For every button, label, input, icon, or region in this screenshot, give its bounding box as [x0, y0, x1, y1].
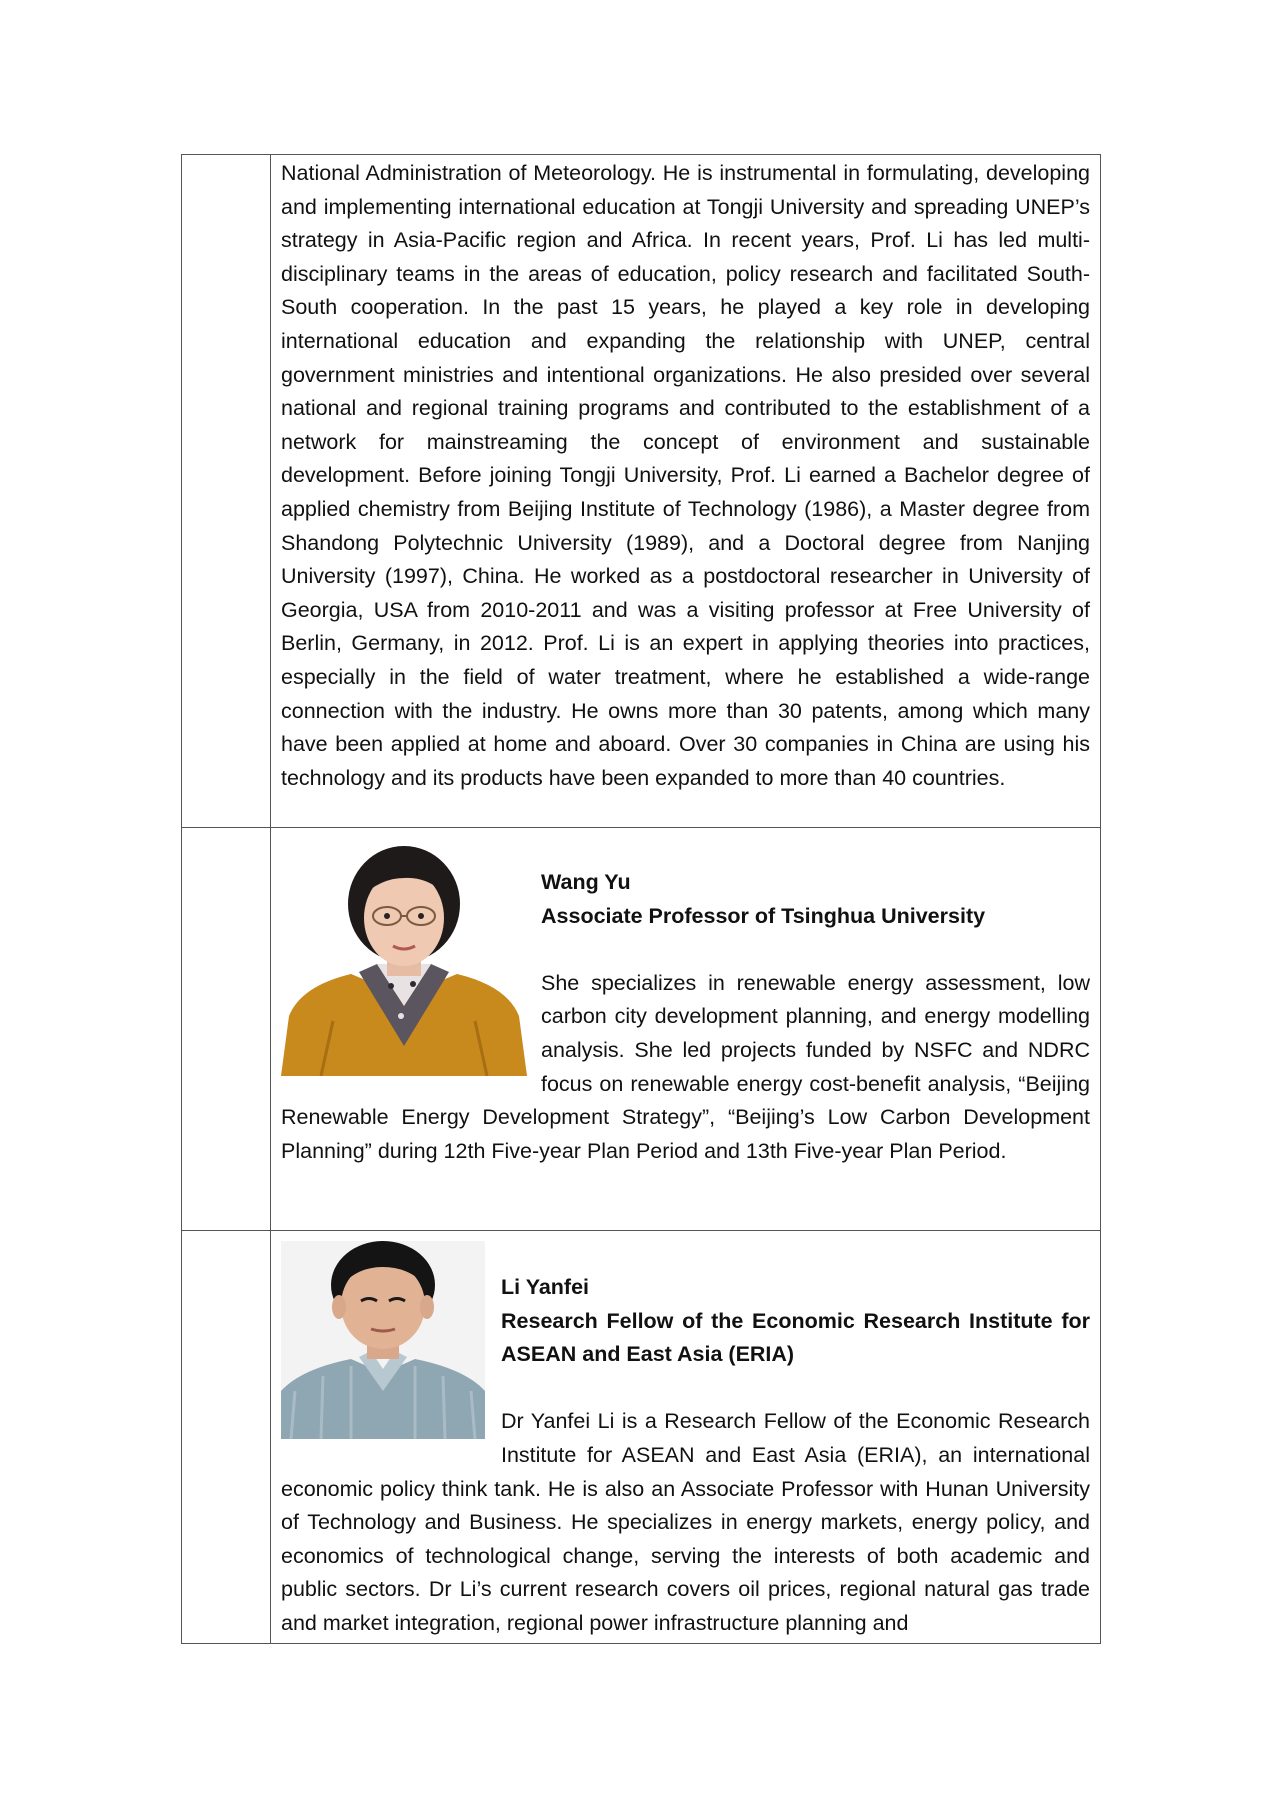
- left-column-cell: [182, 1231, 271, 1644]
- li-yanfei-name: Li Yanfei: [501, 1275, 590, 1299]
- li-yanfei-bio: Dr Yanfei Li is a Research Fellow of the Economic Research Institute for ASEAN and East Asia (ERIA), an international economic policy think tank. He is also an Associate Professor with Hunan University of Technology and Business. He specializes in energy markets, energy policy, and economics of technological change, serving the interests of both academic and public sectors. Dr Li’s current research covers oil prices, regional natural gas trade and market integration, regional power infrastructure planning and: [281, 1409, 1090, 1635]
- left-column-cell: [182, 828, 271, 1231]
- li-yanfei-portrait-photo: [281, 1241, 485, 1439]
- wang-yu-portrait-photo: [281, 846, 527, 1076]
- bio-cell-wang-yu: [271, 828, 1101, 1231]
- wang-yu-name: Wang Yu: [541, 870, 631, 894]
- bio-cell-li-yanfei: [271, 1231, 1101, 1644]
- table-row: [182, 828, 1101, 1231]
- table-row: [182, 1231, 1101, 1644]
- left-column-cell: [182, 155, 271, 828]
- wang-yu-bio: She specializes in renewable energy assessment, low carbon city development planning, and energy modelling analysis. She led projects funded by NSFC and NDRC focus on renewable energy cost-benefit analysis, “Beijing Renewable Energy Development Strategy”, “Beijing’s Low Carbon Development Planning” during 12th Five-year Plan Period and 13th Five-year Plan Period.: [281, 970, 1090, 1163]
- li-yanfei-title: Research Fellow of the Economic Research Institute for ASEAN and East Asia (ERIA): [501, 1308, 1090, 1367]
- bio-cell-continued: [271, 155, 1101, 828]
- wang-yu-title: Associate Professor of Tsinghua University: [541, 903, 986, 928]
- table-row: [182, 155, 1101, 828]
- speaker-bio-table: [181, 154, 1101, 1644]
- bio-continued-text: National Administration of Meteorology. He is instrumental in formulating, developing and implementing international education at Tongji University and spreading UNEP’s strategy in Asia-Pacific region and Africa. In recent years, Prof. Li has led multi-disciplinary teams in the areas of education, policy research and facilitated South-South cooperation. In the past 15 years, he played a key role in developing international education and expanding the relationship with UNEP, central government ministries and intentional organizations. He also presided over several national and regional training programs and contributed to the establishment of a network for mainstreaming the concept of environment and sustainable development. Before joining Tongji University, Prof. Li earned a Bachelor degree of applied chemistry from Beijing Institute of Technology (1986), a Master degree from Shandong Polytechnic University (1989), and a Doctoral degree from Nanjing University (1997), China. He worked as a postdoctoral researcher in University of Georgia, USA from 2010-2011 and was a visiting professor at Free University of Berlin, Germany, in 2012. Prof. Li is an expert in applying theories into practices, especially in the field of water treatment, where he established a wide-range connection with the industry. He owns more than 30 patents, among which many have been applied at home and aboard. Over 30 companies in China are using his technology and its products have been expanded to more than 40 countries.: [281, 161, 1090, 790]
